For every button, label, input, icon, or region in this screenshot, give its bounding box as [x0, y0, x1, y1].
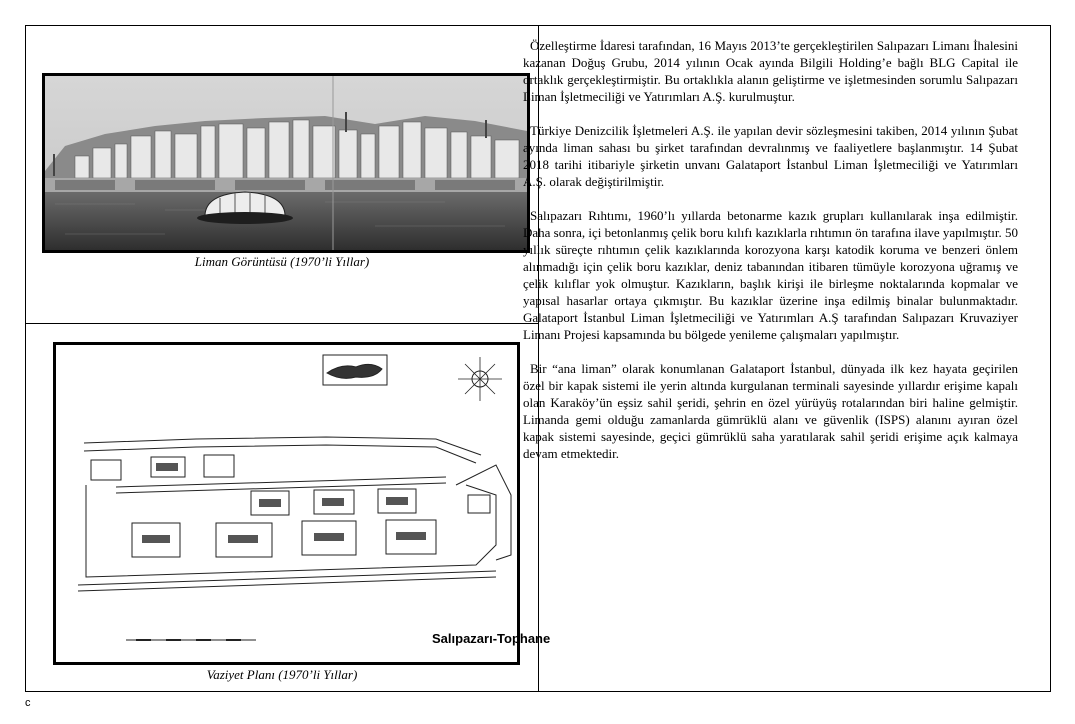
footer-mark: c	[25, 697, 31, 709]
harbor-photo	[42, 73, 530, 253]
paragraph-1: Özelleştirme İdaresi tarafından, 16 Mayıs 2013’te gerçekleştirilen Salıpazarı Limanı İhalesini kazanan Doğuş Grubu, 2014 yılının Ocak ayında Bilgili Holding’e bağlı BLG Capital ile ortaklık gerçekleştirmiştir. Bu ortaklıkla alanın geliştirme ve işletmesinden sorumlu Salıpazarı Liman İşletmeciliği ve Yatırımları A.Ş. kurulmuştur.	[523, 38, 1018, 104]
paragraph-4: Bir “ana liman” olarak konumlanan Galataport İstanbul, dünyada ilk kez hayata geçirilen özel bir kapak sistemi ile yerin altında kurgulanan terminali sayesinde yıllardır erişime kapalı olan Karaköy’ün eşsiz sahil şeridi, şehrin en özel yürüyüş rotalarından biri haline gelmiştir. Limanda gemi olduğu zamanlarda gümrüklü alanı ve güvenlik (ISPS) alanını ayıran özel kapak sistemi sayesinde, geçici gümrüklü saha yaratılarak sahil şeridi erişime açık kalmaya devam etmektedir.	[523, 361, 1018, 461]
paragraph-3: Salıpazarı Rıhtımı, 1960’lı yıllarda betonarme kazık grupları kullanılarak inşa edilmiştir. Daha sonra, içi betonlanmış çelik boru kılıfı kazıklarla rıhtımın ön tarafına ilave yapılmıştır. 50 yıllık süreçte rıhtımın çelik kazıklarında korozyona karşı katodik koruma ve benzeri önlem alınmadığı için çelik boru kazıklar, deniz tabanından itibaren tümüyle korozyona uğramış ve çelik kılıflar yok olmuştur. Kazıkların, başlık kirişi ile birleşme noktalarında kopmalar ve yapısal hasarlar ortaya çıkmıştır. Bu kazıklar üzerine inşa edilmiş binalar bulunmaktadır. Galataport İstanbul Liman İşletmeciliği ve Yatırımları A.Ş tarafından Salıpazarı Kruvaziyer Limanı Projesi kapsamında bu bölgede yenileme çalışmaları yapılmıştır.	[523, 208, 1018, 342]
text-column	[523, 37, 1018, 479]
plan-title: Salıpazarı-Tophane	[432, 631, 551, 646]
paragraph-2: Türkiye Denizcilik İşletmeleri A.Ş. ile yapılan devir sözleşmesini takiben, 2014 yılının Şubat ayında liman sahası bu şirket tarafından devralınmış ve faaliyetlere başlanmıştır. 14 Şubat 2018 tarihi itibariyle şirketin unvanı Galataport İstanbul Liman İşletmeciliği ve Yatırımları A.Ş. olarak değiştirilmiştir.	[523, 123, 1018, 189]
photo-caption: Liman Görüntüsü (1970’li Yıllar)	[194, 254, 370, 269]
site-plan-drawing	[53, 342, 551, 665]
plan-caption: Vaziyet Planı (1970’li Yıllar)	[206, 667, 358, 682]
row-divider	[26, 323, 538, 324]
